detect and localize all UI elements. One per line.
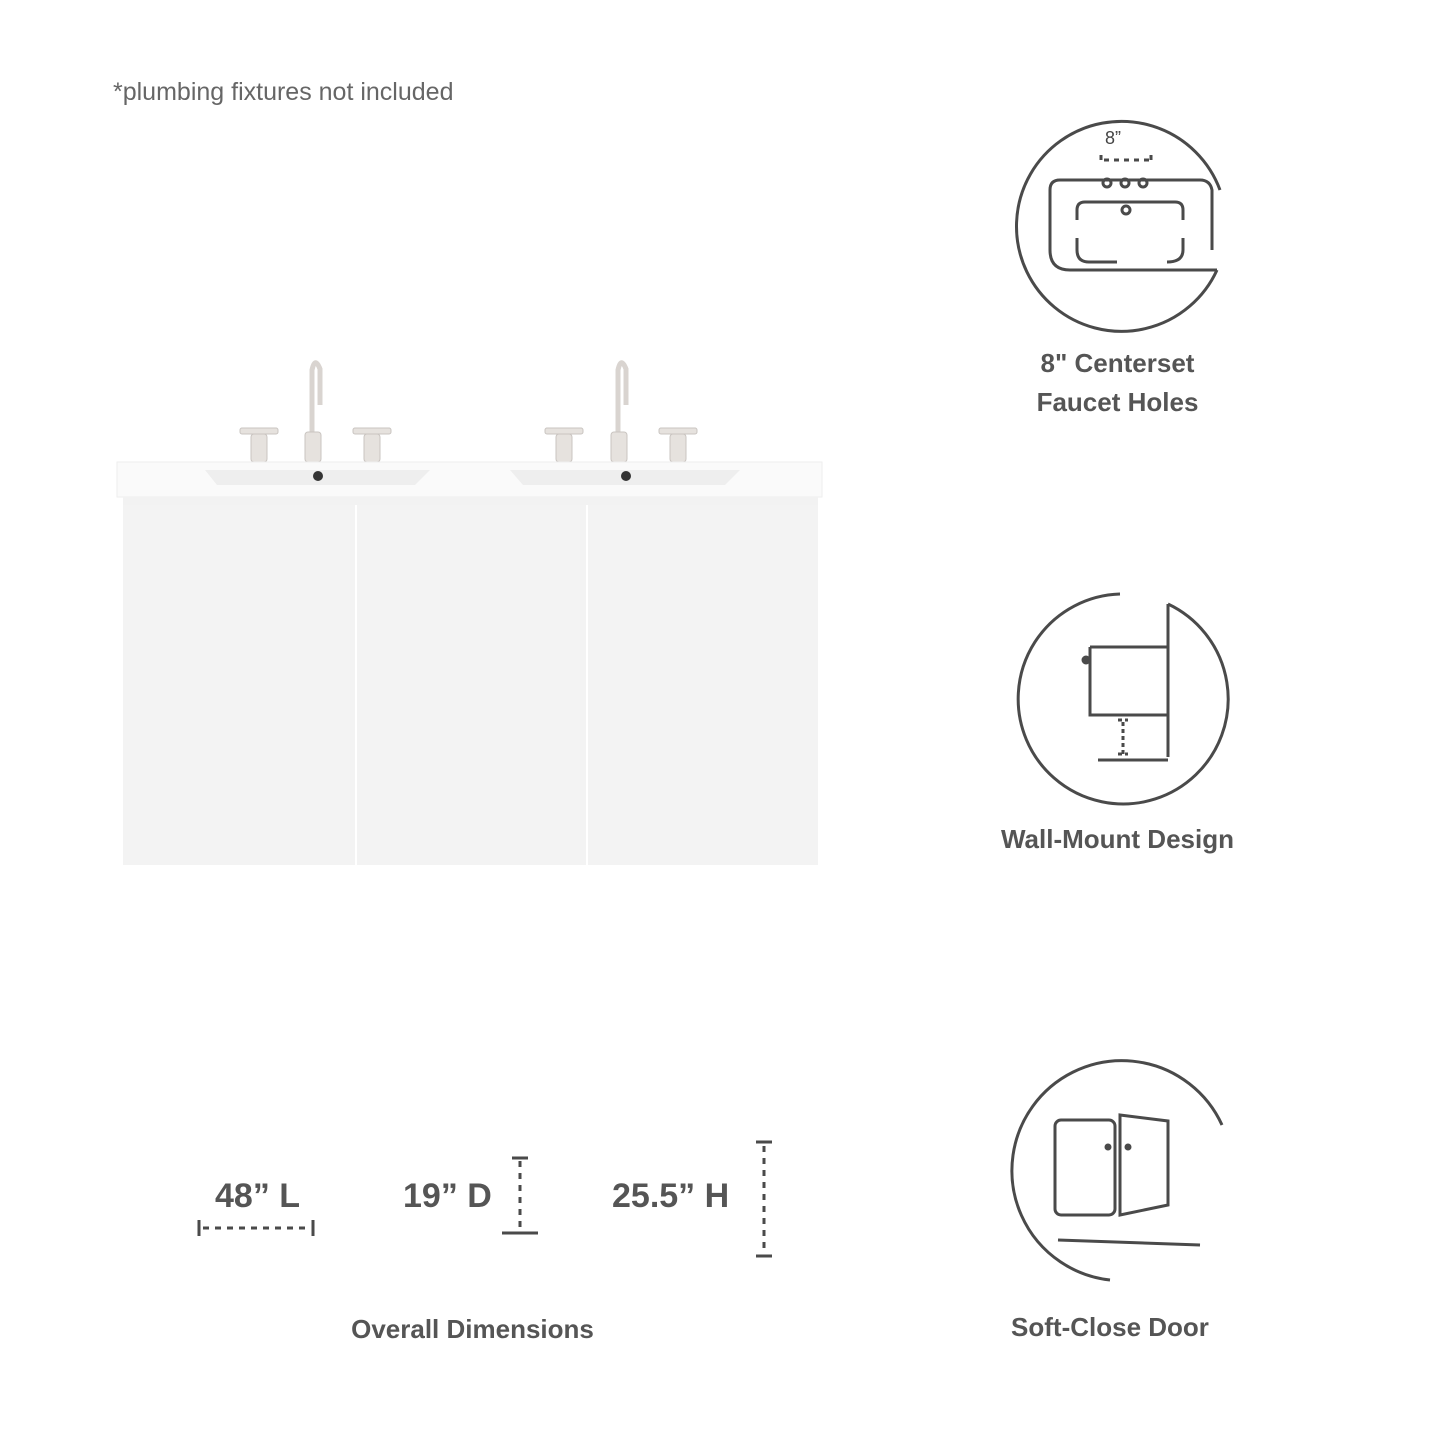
height-dimension-icon xyxy=(752,1140,776,1260)
feature-label-line: Faucet Holes xyxy=(1036,387,1199,417)
cabinet-door-right xyxy=(588,505,818,865)
feature-label-soft-close: Soft-Close Door xyxy=(1011,1312,1209,1342)
height-dimension: 25.5” H xyxy=(612,1177,730,1215)
soft-close-door-icon xyxy=(1000,1065,1230,1280)
length-dimension-icon xyxy=(195,1218,320,1238)
faucet-right xyxy=(545,363,697,462)
faucet-spacing-label: 8” xyxy=(1105,128,1122,148)
depth-dimension: 19” D xyxy=(403,1177,492,1215)
feature-label-wall-mount: Wall-Mount Design xyxy=(1000,824,1234,854)
feature-label-line: 8" Centerset xyxy=(1040,348,1195,378)
depth-dimension-icon xyxy=(500,1155,540,1237)
cabinet-door-center xyxy=(357,505,586,865)
length-dimension: 48” L xyxy=(215,1177,301,1215)
faucet-left xyxy=(240,363,391,462)
feature-label-faucet-holes xyxy=(980,344,1255,422)
cabinet-door-left xyxy=(123,505,355,865)
plumbing-note: *plumbing fixtures not included xyxy=(113,78,454,106)
overall-dimensions-caption: Overall Dimensions xyxy=(351,1314,594,1344)
wall-mount-icon xyxy=(1010,592,1230,807)
vanity-product-image xyxy=(115,350,825,870)
